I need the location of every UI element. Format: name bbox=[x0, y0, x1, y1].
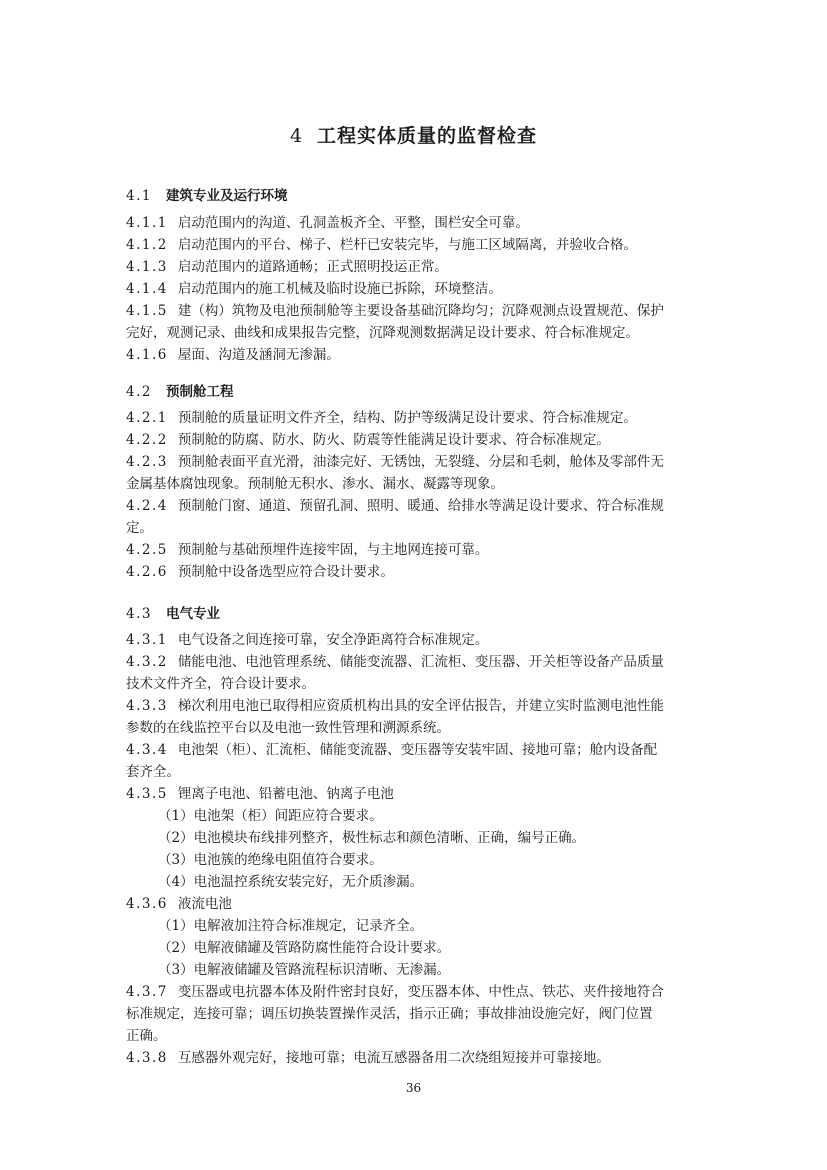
clause-text: （4）电池温控系统安装完好，无介质渗漏。 bbox=[158, 874, 424, 890]
continuation-line bbox=[126, 673, 706, 695]
clause-text: 预制舱与基础预埋件连接牢固，与主地网连接可靠。 bbox=[177, 542, 489, 558]
continuation-line bbox=[126, 322, 706, 344]
clause-text: 预制舱门窗、通道、预留孔洞、照明、暖通、给排水等满足设计要求、符合标准规 bbox=[177, 498, 664, 514]
clause-number: 4.1.6 bbox=[126, 347, 168, 363]
clause-line bbox=[126, 981, 706, 1003]
clause-number: 4.3.1 bbox=[126, 632, 168, 648]
clause-number: 4.3.7 bbox=[126, 984, 168, 1000]
sub-item-line bbox=[158, 915, 738, 937]
clause-line bbox=[126, 212, 706, 234]
continuation-line bbox=[126, 473, 706, 495]
clause-text: 电池架（柜）、汇流柜、储能变流器、变压器等安装牢固、接地可靠；舱内设备配 bbox=[177, 742, 658, 758]
chapter-title bbox=[0, 121, 827, 148]
clause-number: 4.2.5 bbox=[126, 542, 168, 558]
clause-number: 4.3.2 bbox=[126, 654, 168, 670]
sub-item-line bbox=[158, 827, 738, 849]
clause-text: 预制舱中设备选型应符合设计要求。 bbox=[177, 564, 394, 580]
clause-number: 4.3.5 bbox=[126, 786, 168, 802]
clause-line bbox=[126, 407, 706, 429]
chapter-number: 4 bbox=[289, 125, 304, 147]
clause-line bbox=[126, 256, 706, 278]
clause-line bbox=[126, 739, 706, 761]
section-heading bbox=[126, 184, 287, 204]
clause-text: 储能电池、电池管理系统、储能变流器、汇流柜、变压器、开关柜等设备产品质量 bbox=[177, 654, 664, 670]
section-title: 电气专业 bbox=[165, 606, 220, 622]
clause-line bbox=[126, 451, 706, 473]
clause-number: 4.2.1 bbox=[126, 410, 168, 426]
clause-number: 4.1.2 bbox=[126, 237, 168, 253]
clause-line bbox=[126, 429, 706, 451]
clause-line bbox=[126, 278, 706, 300]
clause-text: （2）电池模块布线排列整齐，极性标志和颜色清晰、正确，编号正确。 bbox=[158, 830, 586, 846]
clause-number: 4.2.2 bbox=[126, 432, 168, 448]
clause-text: 正确。 bbox=[126, 1028, 167, 1044]
clause-text: 参数的在线监控平台以及电池一致性管理和溯源系统。 bbox=[126, 720, 450, 736]
clause-text: 屋面、沟道及涵洞无渗漏。 bbox=[177, 347, 340, 363]
clause-text: 互感器外观完好，接地可靠；电流互感器备用二次绕组短接并可靠接地。 bbox=[177, 1050, 610, 1066]
section-number: 4.2 bbox=[126, 384, 152, 400]
clause-number: 4.3.4 bbox=[126, 742, 168, 758]
continuation-line bbox=[126, 761, 706, 783]
clause-line bbox=[126, 783, 706, 805]
clause-text: 预制舱的质量证明文件齐全，结构、防护等级满足设计要求、符合标准规定。 bbox=[177, 410, 637, 426]
clause-text: 预制舱表面平直光滑，油漆完好、无锈蚀，无裂缝、分层和毛刺，舱体及零部件无 bbox=[177, 454, 664, 470]
clause-text: 电气设备之间连接可靠，安全净距离符合标准规定。 bbox=[177, 632, 489, 648]
clause-text: 完好，观测记录、曲线和成果报告完整，沉降观测数据满足设计要求、符合标准规定。 bbox=[126, 325, 639, 341]
clause-text: 标准规定，连接可靠；调压切换装置操作灵活，指示正确；事故排油设施完好，阀门位置 bbox=[126, 1006, 653, 1022]
section-number: 4.3 bbox=[126, 606, 152, 622]
continuation-line bbox=[126, 1025, 706, 1047]
sub-item-line bbox=[158, 959, 738, 981]
clause-text: （3）电池簇的绝缘电阻值符合要求。 bbox=[158, 852, 383, 868]
clause-text: 建（构）筑物及电池预制舱等主要设备基础沉降均匀；沉降观测点设置规范、保护 bbox=[177, 303, 664, 319]
clause-line bbox=[126, 300, 706, 322]
clause-number: 4.3.8 bbox=[126, 1050, 168, 1066]
clause-number: 4.2.4 bbox=[126, 498, 168, 514]
section-title: 预制舱工程 bbox=[165, 384, 234, 400]
page-number: 36 bbox=[405, 1081, 422, 1095]
clause-line bbox=[126, 344, 706, 366]
continuation-line bbox=[126, 1003, 706, 1025]
clause-text: （1）电解液加注符合标准规定，记录齐全。 bbox=[158, 918, 424, 934]
clause-line bbox=[126, 629, 706, 651]
clause-text: 启动范围内的道路通畅；正式照明投运正常。 bbox=[177, 259, 448, 275]
section-heading bbox=[126, 380, 233, 400]
clause-text: 启动范围内的平台、梯子、栏杆已安装完毕，与施工区域隔离，并验收合格。 bbox=[177, 237, 637, 253]
clause-line bbox=[126, 561, 706, 583]
clause-line bbox=[126, 695, 706, 717]
clause-text: 启动范围内的施工机械及临时设施已拆除，环境整洁。 bbox=[177, 281, 502, 297]
sub-item-line bbox=[158, 871, 738, 893]
clause-number: 4.2.3 bbox=[126, 454, 168, 470]
clause-line bbox=[126, 234, 706, 256]
clause-text: 梯次利用电池已取得相应资质机构出具的安全评估报告，并建立实时监测电池性能 bbox=[177, 698, 664, 714]
section-number: 4.1 bbox=[126, 188, 152, 204]
section-heading bbox=[126, 602, 220, 622]
clause-number: 4.1.5 bbox=[126, 303, 168, 319]
clause-text: （2）电解液储罐及管路防腐性能符合设计要求。 bbox=[158, 940, 451, 956]
chapter-title-text: 工程实体质量的监督检查 bbox=[317, 125, 538, 147]
clause-text: 金属基体腐蚀现象。预制舱无积水、渗水、漏水、凝露等现象。 bbox=[126, 476, 504, 492]
clause-text: 锂离子电池、铅蓄电池、钠离子电池 bbox=[177, 786, 394, 802]
clause-text: 预制舱的防腐、防水、防火、防震等性能满足设计要求、符合标准规定。 bbox=[177, 432, 610, 448]
clause-number: 4.1.4 bbox=[126, 281, 168, 297]
sub-item-line bbox=[158, 805, 738, 827]
clause-text: 液流电池 bbox=[177, 896, 232, 912]
clause-number: 4.3.6 bbox=[126, 896, 168, 912]
clause-text: （1）电池架（柜）间距应符合要求。 bbox=[158, 808, 383, 824]
clause-line bbox=[126, 893, 706, 915]
clause-number: 4.3.3 bbox=[126, 698, 168, 714]
clause-number: 4.1.1 bbox=[126, 215, 168, 231]
clause-number: 4.2.6 bbox=[126, 564, 168, 580]
clause-text: 技术文件齐全，符合设计要求。 bbox=[126, 676, 315, 692]
clause-text: 定。 bbox=[126, 520, 153, 536]
continuation-line bbox=[126, 517, 706, 539]
clause-text: 套齐全。 bbox=[126, 764, 180, 780]
continuation-line bbox=[126, 717, 706, 739]
section-title: 建筑专业及运行环境 bbox=[165, 188, 288, 204]
clause-line bbox=[126, 1047, 706, 1069]
sub-item-line bbox=[158, 849, 738, 871]
clause-text: （3）电解液储罐及管路流程标识清晰、无渗漏。 bbox=[158, 962, 451, 978]
clause-text: 变压器或电抗器本体及附件密封良好，变压器本体、中性点、铁芯、夹件接地符合 bbox=[177, 984, 664, 1000]
clause-line bbox=[126, 539, 706, 561]
clause-line bbox=[126, 495, 706, 517]
sub-item-line bbox=[158, 937, 738, 959]
clause-text: 启动范围内的沟道、孔洞盖板齐全、平整，围栏安全可靠。 bbox=[177, 215, 529, 231]
clause-line bbox=[126, 651, 706, 673]
clause-number: 4.1.3 bbox=[126, 259, 168, 275]
